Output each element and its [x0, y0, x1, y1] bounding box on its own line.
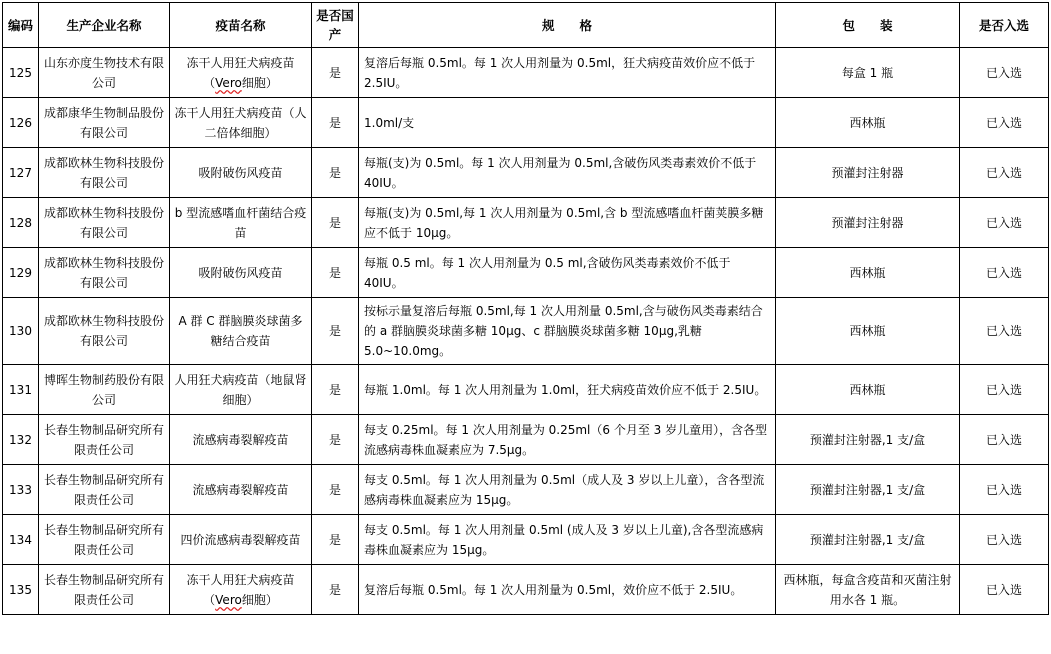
table-row	[3, 415, 1049, 465]
header-domestic: 是否国产	[312, 3, 359, 48]
cell-company: 博晖生物制药股份有限公司	[39, 365, 170, 415]
cell-domestic: 是	[312, 365, 359, 415]
cell-code: 132	[3, 415, 39, 465]
cell-domestic: 是	[312, 148, 359, 198]
vaccine-name-text: 吸附破伤风疫苗	[198, 265, 283, 280]
cell-package: 西林瓶	[776, 365, 960, 415]
cell-vaccine	[170, 415, 312, 465]
table-row	[3, 365, 1049, 415]
cell-company: 成都欧林生物科技股份有限公司	[39, 298, 170, 365]
cell-domestic: 是	[312, 465, 359, 515]
header-package: 包 装	[776, 3, 960, 48]
cell-vaccine	[170, 515, 312, 565]
table-row	[3, 565, 1049, 615]
cell-vaccine	[170, 198, 312, 248]
cell-vaccine	[170, 248, 312, 298]
cell-company: 长春生物制品研究所有限责任公司	[39, 515, 170, 565]
cell-code: 129	[3, 248, 39, 298]
cell-spec: 每支 0.5ml。每 1 次人用剂量为 0.5ml（成人及 3 岁以上儿童），含各型流感病毒株血凝素应为 15μg。	[359, 465, 776, 515]
cell-code: 128	[3, 198, 39, 248]
cell-spec: 每瓶 1.0ml。每 1 次人用剂量为 1.0ml，狂犬病疫苗效价应不低于 2.5IU。	[359, 365, 776, 415]
cell-vaccine	[170, 148, 312, 198]
header-selected: 是否入选	[960, 3, 1049, 48]
cell-selected: 已入选	[960, 465, 1049, 515]
cell-domestic: 是	[312, 515, 359, 565]
vaccine-name-text: A 群 C 群脑膜炎球菌多糖结合疫苗	[178, 314, 303, 348]
header-company: 生产企业名称	[39, 3, 170, 48]
cell-selected: 已入选	[960, 565, 1049, 615]
cell-company: 成都欧林生物科技股份有限公司	[39, 198, 170, 248]
table-row	[3, 48, 1049, 98]
cell-package: 预灌封注射器	[776, 198, 960, 248]
table-body	[3, 48, 1049, 615]
cell-spec: 1.0ml/支	[359, 98, 776, 148]
cell-company: 成都康华生物制品股份有限公司	[39, 98, 170, 148]
vaccine-name-text: 人用狂犬病疫苗（地鼠肾细胞）	[174, 372, 307, 407]
table-row	[3, 465, 1049, 515]
cell-vaccine	[170, 48, 312, 98]
cell-selected: 已入选	[960, 248, 1049, 298]
cell-package: 预灌封注射器,1 支/盒	[776, 415, 960, 465]
cell-selected: 已入选	[960, 365, 1049, 415]
vaccine-name-text: 冻干人用狂犬病疫苗（人二倍体细胞）	[174, 105, 307, 140]
cell-domestic: 是	[312, 198, 359, 248]
cell-code: 127	[3, 148, 39, 198]
cell-domestic: 是	[312, 415, 359, 465]
table-row	[3, 248, 1049, 298]
cell-selected: 已入选	[960, 148, 1049, 198]
cell-package: 西林瓶	[776, 298, 960, 365]
cell-package: 预灌封注射器	[776, 148, 960, 198]
vaccine-table	[2, 2, 1049, 615]
cell-domestic: 是	[312, 248, 359, 298]
cell-vaccine	[170, 565, 312, 615]
header-row	[3, 3, 1049, 48]
cell-company: 成都欧林生物科技股份有限公司	[39, 148, 170, 198]
vaccine-name-text: 流感病毒裂解疫苗	[192, 432, 289, 447]
cell-spec: 每支 0.25ml。每 1 次人用剂量为 0.25ml（6 个月至 3 岁儿童用），含各型流感病毒株血凝素应为 7.5μg。	[359, 415, 776, 465]
table-row	[3, 515, 1049, 565]
cell-domestic: 是	[312, 565, 359, 615]
vaccine-name-text: 四价流感病毒裂解疫苗	[180, 532, 301, 547]
cell-company: 成都欧林生物科技股份有限公司	[39, 248, 170, 298]
cell-vaccine	[170, 298, 312, 365]
cell-code: 135	[3, 565, 39, 615]
vaccine-name-text: 冻干人用狂犬病疫苗（	[186, 55, 295, 90]
cell-spec: 复溶后每瓶 0.5ml。每 1 次人用剂量为 0.5ml，狂犬病疫苗效价应不低于 2.5IU。	[359, 48, 776, 98]
cell-domestic: 是	[312, 298, 359, 365]
vaccine-name-text: 吸附破伤风疫苗	[198, 165, 283, 180]
cell-domestic: 是	[312, 98, 359, 148]
cell-code: 126	[3, 98, 39, 148]
cell-vaccine	[170, 465, 312, 515]
cell-selected: 已入选	[960, 198, 1049, 248]
vaccine-name-text: 流感病毒裂解疫苗	[192, 482, 289, 497]
cell-company: 长春生物制品研究所有限责任公司	[39, 465, 170, 515]
cell-selected: 已入选	[960, 298, 1049, 365]
cell-code: 125	[3, 48, 39, 98]
table-row	[3, 148, 1049, 198]
header-code: 编码	[3, 3, 39, 48]
cell-code: 130	[3, 298, 39, 365]
vaccine-name-marked-text: Vero	[215, 592, 242, 607]
cell-selected: 已入选	[960, 415, 1049, 465]
cell-package: 西林瓶	[776, 248, 960, 298]
table-row	[3, 98, 1049, 148]
cell-vaccine	[170, 98, 312, 148]
table-row	[3, 298, 1049, 365]
cell-code: 131	[3, 365, 39, 415]
vaccine-name-text: 冻干人用狂犬病疫苗（	[186, 572, 295, 607]
cell-package: 每盒 1 瓶	[776, 48, 960, 98]
cell-spec: 每瓶(支)为 0.5ml。每 1 次人用剂量为 0.5ml,含破伤风类毒素效价不低于 40IU。	[359, 148, 776, 198]
cell-spec: 每支 0.5ml。每 1 次人用剂量 0.5ml (成人及 3 岁以上儿童),含各型流感病毒株血凝素应为 15μg。	[359, 515, 776, 565]
cell-package: 西林瓶，每盒含疫苗和灭菌注射用水各 1 瓶。	[776, 565, 960, 615]
vaccine-name-suffix: 细胞）	[241, 75, 278, 90]
cell-code: 134	[3, 515, 39, 565]
cell-package: 预灌封注射器,1 支/盒	[776, 515, 960, 565]
cell-code: 133	[3, 465, 39, 515]
cell-package: 预灌封注射器,1 支/盒	[776, 465, 960, 515]
cell-company: 长春生物制品研究所有限责任公司	[39, 415, 170, 465]
vaccine-document	[2, 2, 1049, 615]
cell-spec: 每瓶(支)为 0.5ml,每 1 次人用剂量为 0.5ml,含 b 型流感嗜血杆菌荚膜多糖应不低于 10μg。	[359, 198, 776, 248]
cell-spec: 按标示量复溶后每瓶 0.5ml,每 1 次人用剂量 0.5ml,含与破伤风类毒素结合的 a 群脑膜炎球菌多糖 10μg、c 群脑膜炎球菌多糖 10μg,乳糖 5.0~10.0mg。	[359, 298, 776, 365]
vaccine-name-suffix: 细胞）	[241, 592, 278, 607]
cell-vaccine	[170, 365, 312, 415]
vaccine-name-marked-text: Vero	[215, 75, 242, 90]
cell-company: 山东亦度生物技术有限公司	[39, 48, 170, 98]
cell-spec: 每瓶 0.5 ml。每 1 次人用剂量为 0.5 ml,含破伤风类毒素效价不低于 40IU。	[359, 248, 776, 298]
cell-domestic: 是	[312, 48, 359, 98]
table-row	[3, 198, 1049, 248]
cell-selected: 已入选	[960, 48, 1049, 98]
cell-selected: 已入选	[960, 98, 1049, 148]
cell-spec: 复溶后每瓶 0.5ml。每 1 次人用剂量为 0.5ml，效价应不低于 2.5IU。	[359, 565, 776, 615]
cell-package: 西林瓶	[776, 98, 960, 148]
cell-selected: 已入选	[960, 515, 1049, 565]
header-spec: 规 格	[359, 3, 776, 48]
vaccine-name-text: b 型流感嗜血杆菌结合疫苗	[174, 205, 307, 240]
header-vaccine: 疫苗名称	[170, 3, 312, 48]
cell-company: 长春生物制品研究所有限责任公司	[39, 565, 170, 615]
